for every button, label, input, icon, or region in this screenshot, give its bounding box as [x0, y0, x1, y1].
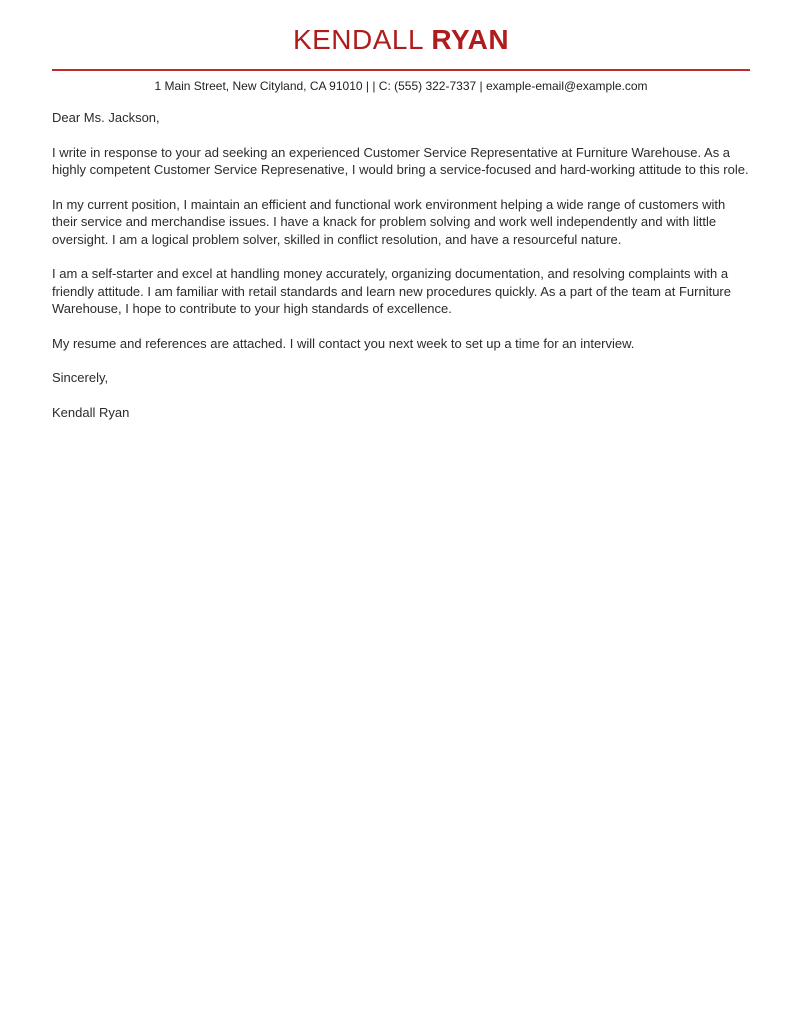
- letter-header: [52, 24, 750, 93]
- letter-paragraph: In my current position, I maintain an efficient and functional work environment helping a wide range of customers with their service and merchandise issues. I have a knack for problem solving and work well independently and with little oversight. I am a logical problem solver, skilled in conflict resolution, and have a resourceful nature.: [52, 196, 726, 247]
- letter-body: [52, 109, 750, 421]
- letter-paragraph: I am a self-starter and excel at handling money accurately, organizing documentation, and resolving complaints with a friendly attitude. I am familiar with retail standards and learn new procedures quickly. As a part of the team at Furniture Warehouse, I hope to contribute to your high standards of excellence.: [52, 266, 731, 316]
- letter-paragraph: My resume and references are attached. I will contact you next week to set up a time for an interview.: [52, 335, 635, 351]
- salutation: Dear Ms. Jackson,: [52, 110, 160, 125]
- letter-paragraph: I write in response to your ad seeking an experienced Customer Service Representative at Furniture Warehouse. As a highly competent Customer Service Represenative, I would bring a service-focused and hard-working attitude to this role.: [52, 144, 749, 177]
- applicant-first-name: KENDALL: [292, 24, 424, 55]
- applicant-last-name: RYAN: [431, 24, 510, 55]
- contact-info-line: 1 Main Street, New Cityland, CA 91010 | | C: (555) 322-7337 | example-email@example.com: [154, 79, 648, 93]
- applicant-name: [52, 24, 750, 56]
- closing: Sincerely,: [52, 370, 109, 385]
- header-divider-rule: [52, 69, 750, 71]
- signature-name: Kendall Ryan: [52, 404, 130, 420]
